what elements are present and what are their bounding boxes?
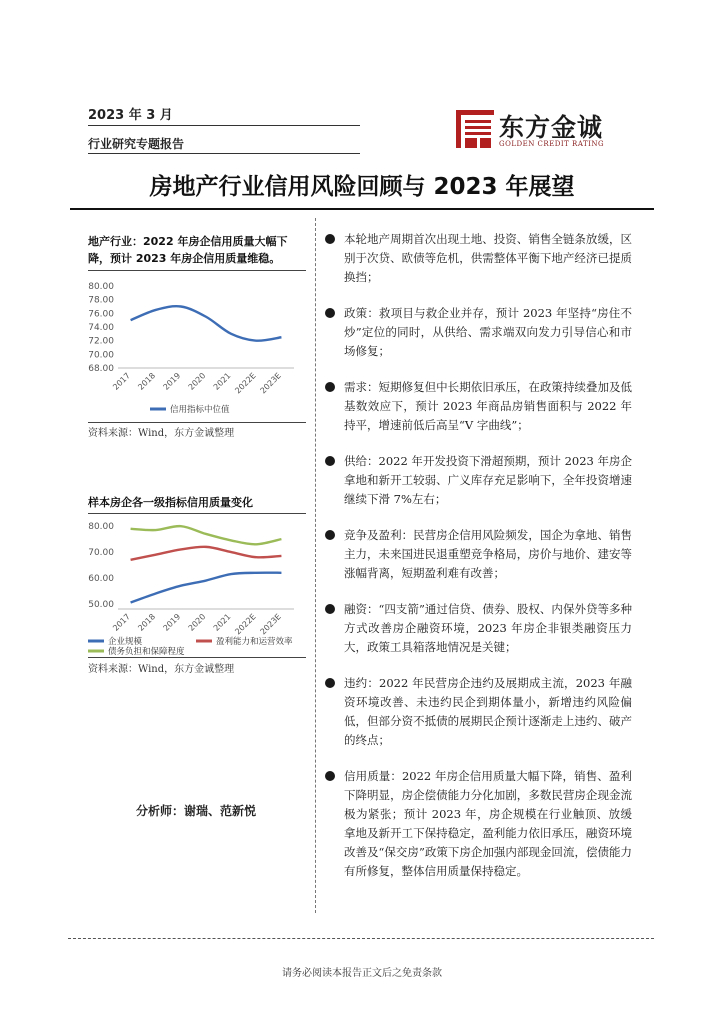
bullet-text: 需求：短期修复但中长期依旧承压，在政策持续叠加及低基数效应下，预计 2023 年商品房销售面积与 2022 年持平，增速前低后高呈“V 字曲线”； — [344, 380, 632, 432]
title-divider — [70, 208, 654, 210]
x-tick-label: 2019 — [161, 371, 183, 392]
chart-credit-median — [84, 272, 308, 422]
bullet-icon — [325, 308, 335, 318]
series-line — [131, 526, 282, 544]
bullet-text: 竞争及盈利：民营房企信用风险频发，国企为拿地、销售主力，未来国进民退重塑竞争格局，房价与地价、建安等涨幅背离，短期盈利难有改善； — [344, 528, 632, 580]
x-tick-label: 2020 — [186, 371, 208, 392]
x-tick-label: 2020 — [186, 612, 208, 633]
report-date: 2023 年 3 月 — [88, 108, 173, 123]
chart-primary-indicators — [84, 515, 308, 657]
bullet-text: 违约：2022 年民营房企违约及展期成主流，2023 年融资环境改善、未违约民企到期体量小，新增违约风险偏低，但部分资不抵债的展期民企预计逐渐走上违约、破产的终点； — [344, 676, 632, 747]
x-tick-label: 2017 — [111, 371, 132, 392]
x-tick-label: 2022E — [233, 612, 258, 637]
report-type: 行业研究专题报告 — [88, 137, 185, 151]
list-item — [322, 767, 632, 881]
list-item — [322, 230, 632, 287]
bullet-text: 融资：“四支箭”通过信贷、债券、股权、内保外贷等多种方式改善房企融资环境，2023 年房企非银类融资压力大，政策工具箱落地情况是关键； — [344, 602, 632, 654]
column-divider — [315, 218, 316, 913]
y-tick-label: 50.00 — [88, 599, 114, 610]
bullet-icon — [325, 382, 335, 392]
list-item — [322, 600, 632, 657]
legend-label: 债务负担和保障程度 — [108, 647, 185, 657]
divider — [88, 513, 306, 514]
y-tick-label: 74.00 — [88, 323, 114, 333]
divider — [88, 125, 360, 126]
bullet-text: 政策：救项目与救企业并存，预计 2023 年坚持“房住不炒”定位的同时，从供给、需求端双向发力引导信心和市场修复； — [344, 306, 632, 358]
list-item — [322, 378, 632, 435]
divider — [88, 657, 306, 658]
analyst-names: 分析师：谢瑞、范新悦 — [136, 804, 257, 818]
series-line — [131, 306, 282, 341]
x-tick-label: 2017 — [111, 612, 132, 633]
chart-source-1: 资料来源：Wind，东方金诚整理 — [88, 428, 235, 439]
series-line — [131, 573, 282, 603]
legend-label: 信用指标中位值 — [170, 405, 230, 415]
bullet-icon — [325, 234, 335, 244]
y-tick-label: 76.00 — [88, 309, 114, 320]
bullet-icon — [325, 771, 335, 781]
y-tick-label: 60.00 — [88, 573, 114, 584]
list-item — [322, 452, 632, 509]
divider — [88, 153, 360, 154]
legend-label: 企业规模 — [108, 637, 143, 647]
list-item — [322, 674, 632, 750]
y-tick-label: 68.00 — [88, 364, 114, 374]
bullet-icon — [325, 604, 335, 614]
bullet-icon — [325, 678, 335, 688]
bullet-icon — [325, 530, 335, 540]
footer-divider — [68, 938, 654, 939]
divider — [88, 270, 306, 271]
y-tick-label: 70.00 — [88, 548, 114, 559]
x-tick-label: 2018 — [136, 371, 158, 392]
y-tick-label: 72.00 — [88, 336, 114, 347]
chart-source-2: 资料来源：Wind，东方金诚整理 — [88, 664, 235, 675]
key-points-list — [322, 230, 632, 898]
legend-label: 盈利能力和运营效率 — [216, 637, 293, 647]
logo-subtext: GOLDEN CREDIT RATING — [499, 140, 605, 148]
logo-mark-icon — [455, 108, 495, 150]
page-title: 房地产行业信用风险回顾与 2023 年展望 — [149, 174, 575, 200]
divider — [88, 422, 306, 423]
x-tick-label: 2019 — [161, 612, 183, 633]
y-tick-label: 78.00 — [88, 295, 114, 306]
x-tick-label: 2021 — [211, 612, 233, 633]
y-tick-label: 80.00 — [88, 522, 114, 533]
bullet-icon — [325, 456, 335, 466]
x-tick-label: 2021 — [211, 371, 233, 392]
y-tick-label: 80.00 — [88, 282, 114, 292]
sidebar-heading-1: 地产行业：2022 年房企信用质量大幅下降，预计 2023 年房企信用质量维稳。 — [88, 235, 288, 265]
x-tick-label: 2023E — [258, 612, 283, 637]
x-tick-label: 2018 — [136, 612, 158, 633]
bullet-text: 供给：2022 年开发投资下滑超预期，预计 2023 年房企拿地和新开工较弱、广义库存充足影响下，全年投资增速继续下滑 7%左右； — [344, 454, 632, 506]
logo-text: 东方金诚 — [499, 113, 604, 142]
x-tick-label: 2022E — [233, 371, 258, 396]
series-line — [131, 547, 282, 560]
x-tick-label: 2023E — [258, 371, 283, 396]
disclaimer-notice: 请务必阅读本报告正文后之免责条款 — [282, 968, 442, 979]
list-item — [322, 304, 632, 361]
list-item — [322, 526, 632, 583]
sidebar-heading-2: 样本房企各一级指标信用质量变化 — [88, 496, 253, 509]
bullet-text: 信用质量：2022 年房企信用质量大幅下降，销售、盈利下降明显，房企偿债能力分化加剧，多数民营房企现金流极为紧张；预计 2023 年，房企规模在行业触顶、放缓拿地及新开工下保持稳定，盈利能力依旧承压，融资环境改善及“保交房”政策下房企加强内部现金回流，偿债能力有所修复，整体信用质量保持稳定。 — [344, 769, 632, 878]
bullet-text: 本轮地产周期首次出现土地、投资、销售全链条放缓，区别于次贷、欧债等危机，供需整体平衡下地产经济已提质换挡； — [344, 232, 632, 284]
y-tick-label: 70.00 — [88, 350, 114, 361]
